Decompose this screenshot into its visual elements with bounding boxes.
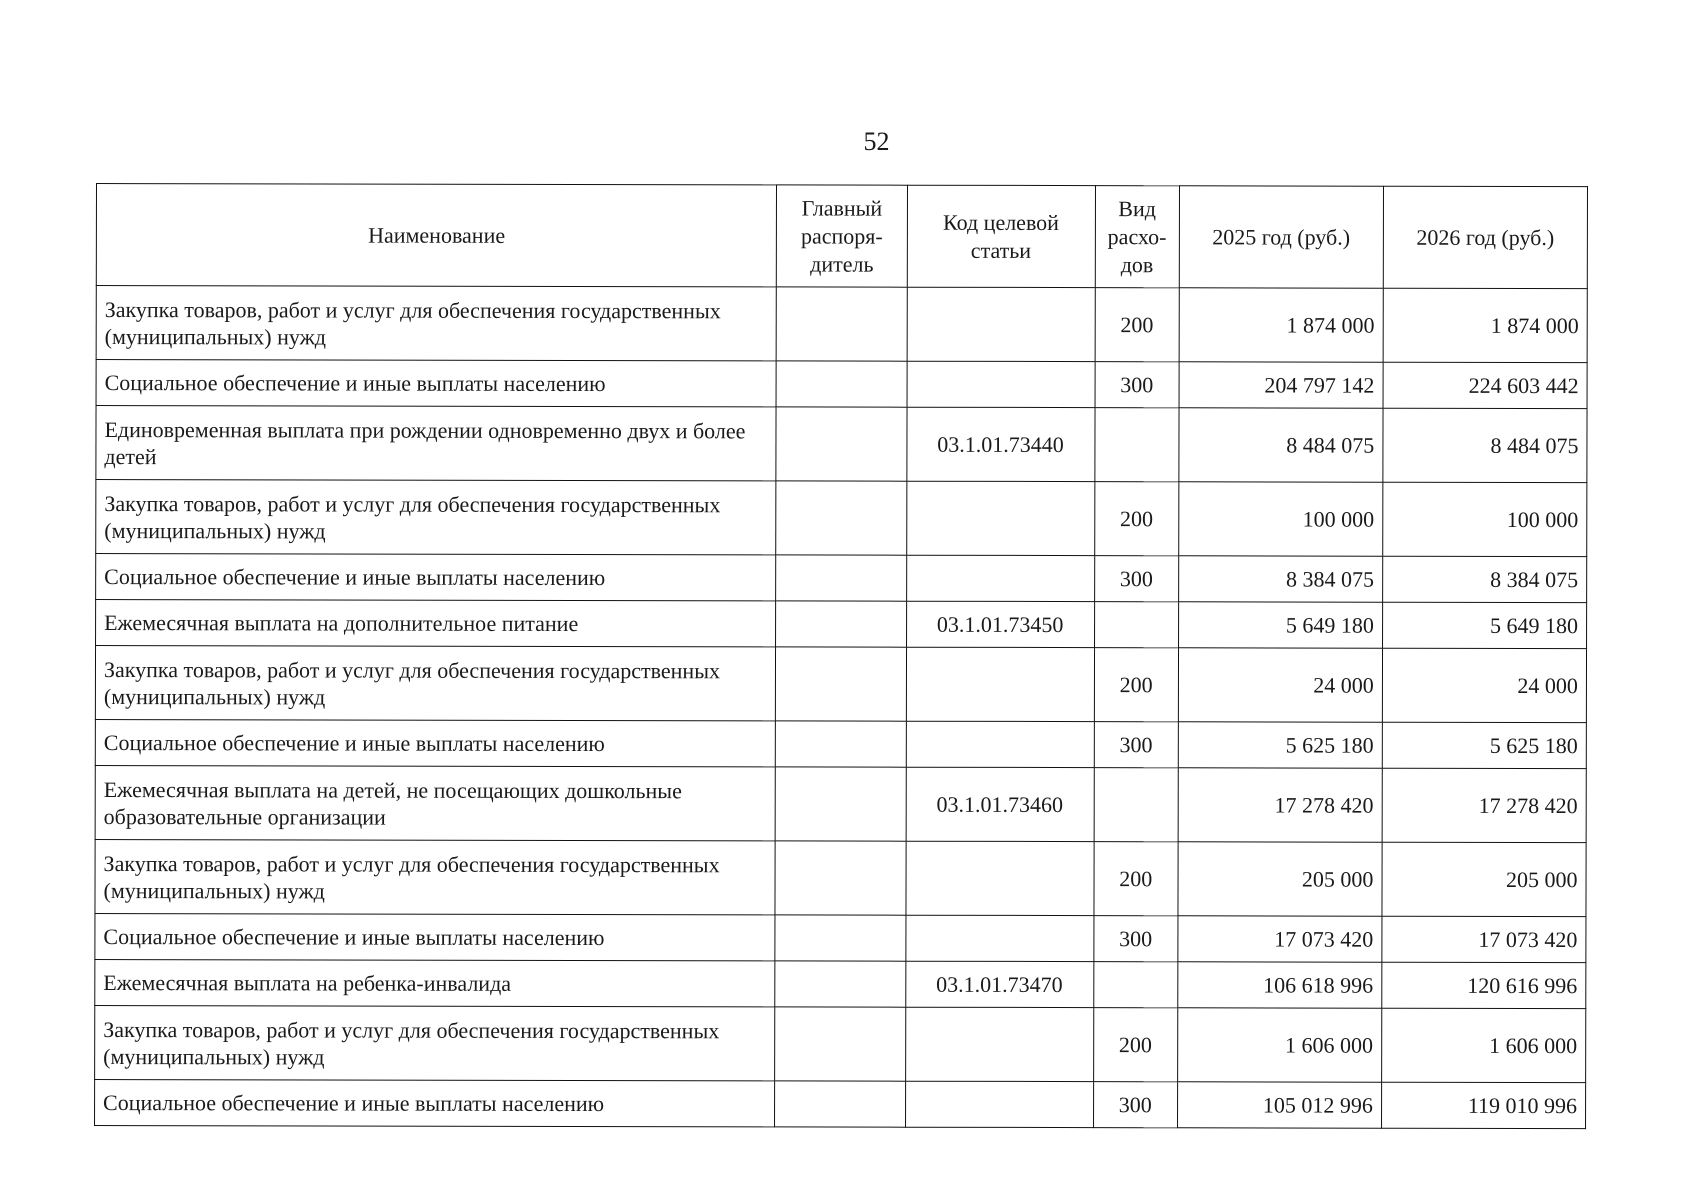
header-2025: 2025 год (руб.) [1179,186,1383,288]
row-2026-cell: 24 000 [1382,648,1586,722]
header-name: Наименование [96,184,777,287]
budget-table [94,183,1588,1129]
row-type-cell: 200 [1094,648,1178,722]
row-2026-cell: 8 384 075 [1382,556,1586,602]
row-type-cell: 300 [1094,722,1178,768]
row-admin-cell [776,481,906,555]
row-name-cell: Социальное обеспечение и иные выплаты населению [95,1079,776,1126]
row-2025-cell: 8 384 075 [1178,556,1382,602]
table-row [95,839,1586,916]
row-2025-cell: 17 278 420 [1178,768,1382,842]
row-name-cell: Социальное обеспечение и иные выплаты населению [95,913,776,960]
table-row [96,406,1587,483]
row-admin-cell [775,841,905,915]
row-code-cell [905,841,1093,915]
table-header-row [96,184,1587,289]
row-2026-cell: 100 000 [1383,482,1587,556]
row-type-cell: 300 [1094,916,1178,962]
row-2025-cell: 5 625 180 [1178,722,1382,768]
row-2025-cell: 1 874 000 [1179,288,1383,362]
row-code-cell: 03.1.01.73440 [906,407,1094,481]
row-type-cell [1093,962,1177,1008]
row-code-cell [905,1007,1093,1081]
row-code-cell [905,915,1093,961]
row-admin-cell [775,961,905,1007]
row-2026-cell: 5 649 180 [1382,602,1586,648]
table-row [95,1079,1586,1128]
row-2026-cell: 120 616 996 [1382,962,1586,1008]
row-admin-cell [776,555,906,601]
row-name-cell: Закупка товаров, работ и услуг для обеспечения государственных (муниципальных) нужд [96,480,777,555]
row-2025-cell: 1 606 000 [1177,1008,1381,1082]
row-2025-cell: 5 649 180 [1178,602,1382,648]
row-admin-cell [776,647,906,721]
header-2026: 2026 год (руб.) [1383,186,1587,288]
row-code-cell: 03.1.01.73470 [905,961,1093,1007]
row-admin-cell [776,767,906,841]
row-name-cell: Закупка товаров, работ и услуг для обеспечения государственных (муниципальных) нужд [96,286,777,361]
table-body [95,286,1588,1129]
header-admin: Главный распоря-дитель [777,185,907,287]
row-admin-cell [776,721,906,767]
row-type-cell: 300 [1094,556,1178,602]
row-code-cell [906,721,1094,767]
row-name-cell: Закупка товаров, работ и услуг для обеспечения государственных (муниципальных) нужд [95,1005,776,1080]
header-type: Вид расхо-дов [1095,186,1179,288]
row-2025-cell: 105 012 996 [1177,1082,1381,1128]
row-type-cell: 200 [1093,1008,1177,1082]
row-2026-cell: 5 625 180 [1382,722,1586,768]
row-name-cell: Ежемесячная выплата на детей, не посещающих дошкольные образовательные организации [95,765,776,840]
table-row [96,360,1587,409]
row-type-cell: 300 [1093,1082,1177,1128]
row-code-cell: 03.1.01.73450 [906,601,1094,647]
table-row [96,286,1587,363]
row-2025-cell: 8 484 075 [1179,408,1383,482]
row-code-cell [907,361,1095,407]
table-row [95,1005,1586,1082]
table-row [96,480,1587,557]
row-type-cell: 200 [1094,842,1178,916]
row-2026-cell: 1 606 000 [1381,1008,1585,1082]
page-number: 52 [863,127,890,156]
row-name-cell: Социальное обеспечение и иные выплаты населению [96,554,777,601]
row-type-cell [1095,408,1179,482]
row-name-cell: Социальное обеспечение и иные выплаты населению [95,719,776,766]
row-code-cell [906,555,1094,601]
row-2026-cell: 17 278 420 [1382,768,1586,842]
table-row [95,959,1586,1008]
row-admin-cell [776,407,906,481]
row-name-cell: Единовременная выплата при рождении одновременно двух и более детей [96,406,777,481]
row-type-cell: 300 [1095,362,1179,408]
table-row [95,765,1586,842]
row-2026-cell: 8 484 075 [1383,408,1587,482]
row-2025-cell: 106 618 996 [1177,962,1381,1008]
row-type-cell [1094,602,1178,648]
table-row [95,719,1586,768]
row-code-cell [906,647,1094,721]
row-name-cell: Ежемесячная выплата на дополнительное питание [96,600,777,647]
row-name-cell: Социальное обеспечение и иные выплаты населению [96,360,777,407]
header-code: Код целевой статьи [907,185,1095,287]
table-row [95,913,1586,962]
row-name-cell: Закупка товаров, работ и услуг для обеспечения государственных (муниципальных) нужд [95,839,776,914]
row-code-cell: 03.1.01.73460 [906,767,1094,841]
row-type-cell: 200 [1094,482,1178,556]
row-2026-cell: 1 874 000 [1383,288,1587,362]
row-admin-cell [776,361,906,407]
row-2025-cell: 204 797 142 [1179,362,1383,408]
row-admin-cell [776,601,906,647]
row-admin-cell [775,915,905,961]
row-type-cell: 200 [1095,288,1179,362]
row-code-cell [906,481,1094,555]
row-admin-cell [775,1081,905,1127]
row-name-cell: Закупка товаров, работ и услуг для обеспечения государственных (муниципальных) нужд [95,646,776,721]
table-row [96,554,1587,603]
row-type-cell [1094,768,1178,842]
row-name-cell: Ежемесячная выплата на ребенка-инвалида [95,959,776,1006]
row-code-cell [907,287,1095,361]
row-2025-cell: 24 000 [1178,648,1382,722]
table-row [96,600,1587,649]
row-2026-cell: 17 073 420 [1382,916,1586,962]
row-code-cell [905,1081,1093,1127]
row-2025-cell: 205 000 [1178,842,1382,916]
row-2026-cell: 205 000 [1382,842,1586,916]
row-admin-cell [775,1007,905,1081]
row-2026-cell: 224 603 442 [1383,362,1587,408]
row-2025-cell: 100 000 [1178,482,1382,556]
row-2025-cell: 17 073 420 [1178,916,1382,962]
row-admin-cell [777,287,907,361]
table-row [95,646,1586,723]
row-2026-cell: 119 010 996 [1381,1082,1585,1128]
